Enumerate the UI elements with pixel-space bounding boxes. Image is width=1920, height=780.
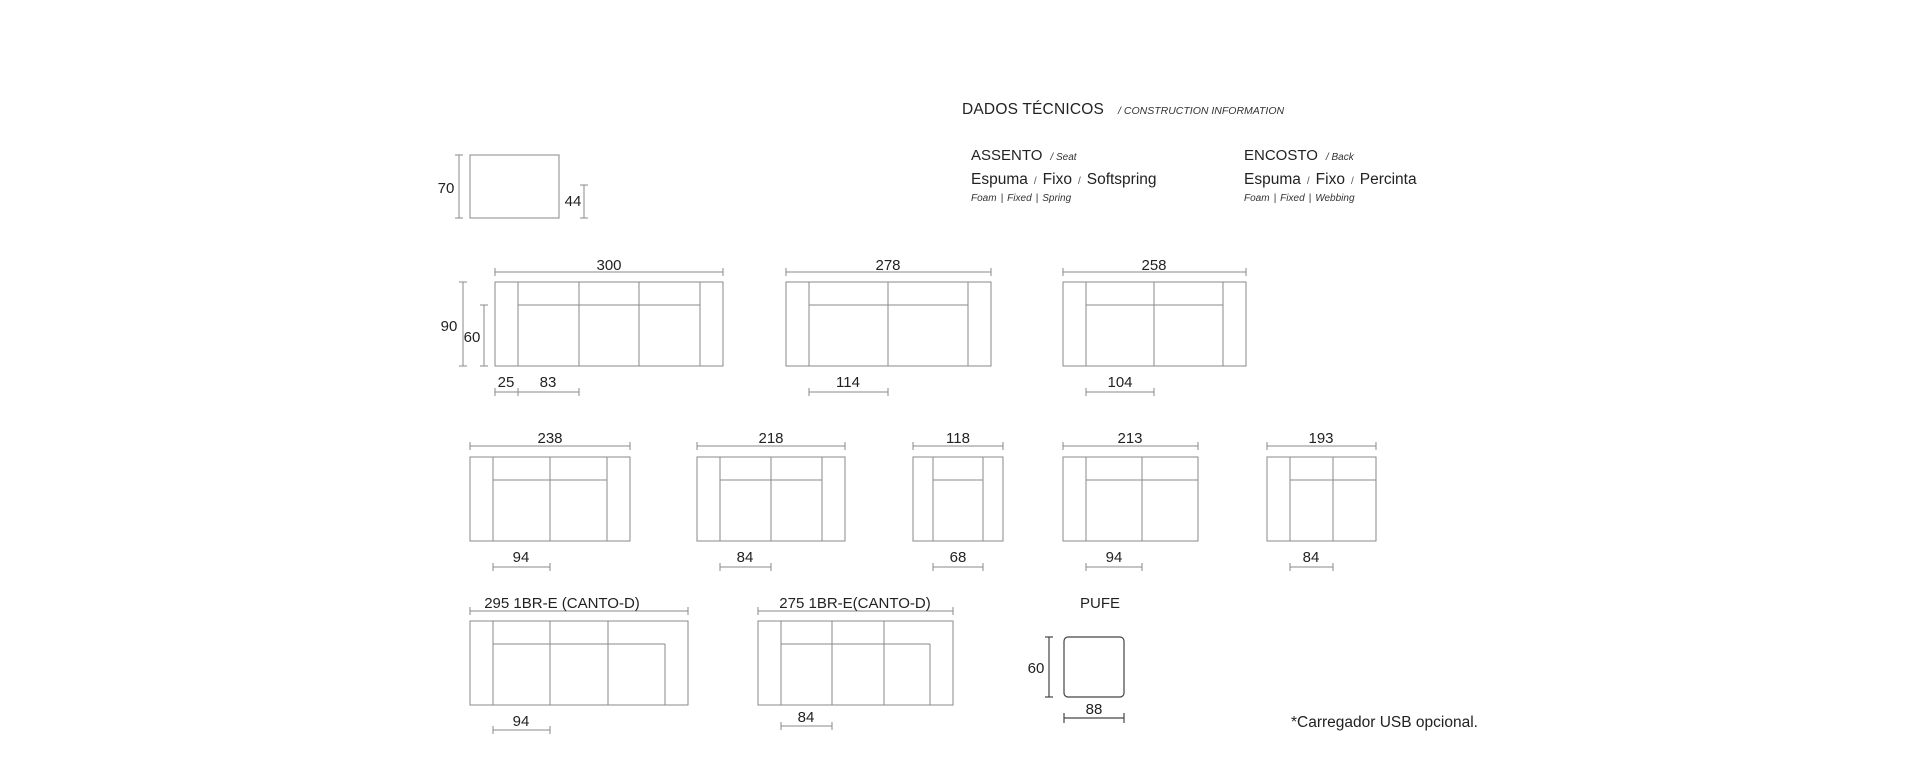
cushion-label: 94 [512,549,530,566]
width-label: 295 1BR-E (CANTO-D) [484,595,640,612]
pouf-outline [1064,637,1124,697]
seat-item: Softspring [1086,171,1157,188]
width-label: 258 [1141,257,1167,274]
cushion-label: 84 [797,709,815,726]
width-label: 275 1BR-E(CANTO-D) [779,595,931,612]
side-view-outline [470,155,559,218]
sofa-238 [470,442,630,571]
back-item: Espuma [1244,171,1301,188]
sofa-218 [697,442,845,571]
cushion-label: 94 [1105,549,1123,566]
sofa-193 [1267,442,1376,571]
back-items-en: Foam | Fixed | Webbing [1244,193,1355,204]
cushion-label: 104 [1107,374,1133,391]
seat-depth-label: 60 [463,329,481,346]
width-label: 278 [875,257,901,274]
pouf-depth-label: 60 [1027,660,1045,677]
seat-items-en: Foam | Fixed | Spring [971,193,1072,204]
page-title: DADOS TÉCNICOS [962,101,1105,118]
sofa-295-corner [470,607,688,734]
sofa-275-corner [758,607,953,730]
cushion-label: 94 [512,713,530,730]
back-items: Espuma / Fixo / Percinta [1244,171,1417,188]
side-seat-height-label: 44 [564,193,582,210]
cushion-label: 68 [949,549,967,566]
seat-label: ASSENTO [971,147,1043,164]
sofa-outline [758,621,953,705]
width-label: 118 [946,430,970,447]
width-label: 193 [1308,430,1334,447]
pouf [1045,637,1124,723]
back-item-en: Webbing [1315,193,1355,204]
back-item: Fixo [1315,171,1345,188]
back-label-en: / Back [1325,152,1354,163]
width-label: 300 [596,257,622,274]
sofa-outline [470,621,688,705]
sofa-outline [495,282,723,366]
width-label: 218 [758,430,784,447]
seat-item-en: Spring [1042,193,1072,204]
side-height-label: 70 [437,180,455,197]
sofa-outline [1267,457,1376,541]
arm-width-label: 25 [497,374,515,391]
sofa-258 [1063,268,1246,396]
cushion-label: 84 [736,549,754,566]
seat-label-en: / Seat [1050,152,1077,163]
pouf-width-label: 88 [1085,701,1103,718]
seat-item-en: Fixed [1007,193,1032,204]
seat-item-en: Foam [971,193,997,204]
depth-label: 90 [440,318,458,335]
back-item: Percinta [1359,171,1417,188]
width-label: 213 [1117,430,1143,447]
sofa-outline [1063,457,1198,541]
back-item-en: Fixed [1280,193,1305,204]
page-subtitle: / CONSTRUCTION INFORMATION [1118,105,1285,117]
sofa-278 [786,268,991,396]
first-cushion-label: 83 [539,374,557,391]
usb-note: *Carregador USB opcional. [1291,714,1478,731]
pouf-title: PUFE [1079,595,1121,612]
seat-item: Fixo [1042,171,1072,188]
width-label: 238 [537,430,563,447]
cushion-label: 84 [1302,549,1320,566]
back-label: ENCOSTO [1244,147,1318,164]
seat-items: Espuma / Fixo / Softspring [971,171,1157,188]
sofa-outline [913,457,1003,541]
sofa-213 [1063,442,1198,571]
back-item-en: Foam [1244,193,1270,204]
seat-item: Espuma [971,171,1028,188]
cushion-label: 114 [836,374,860,391]
